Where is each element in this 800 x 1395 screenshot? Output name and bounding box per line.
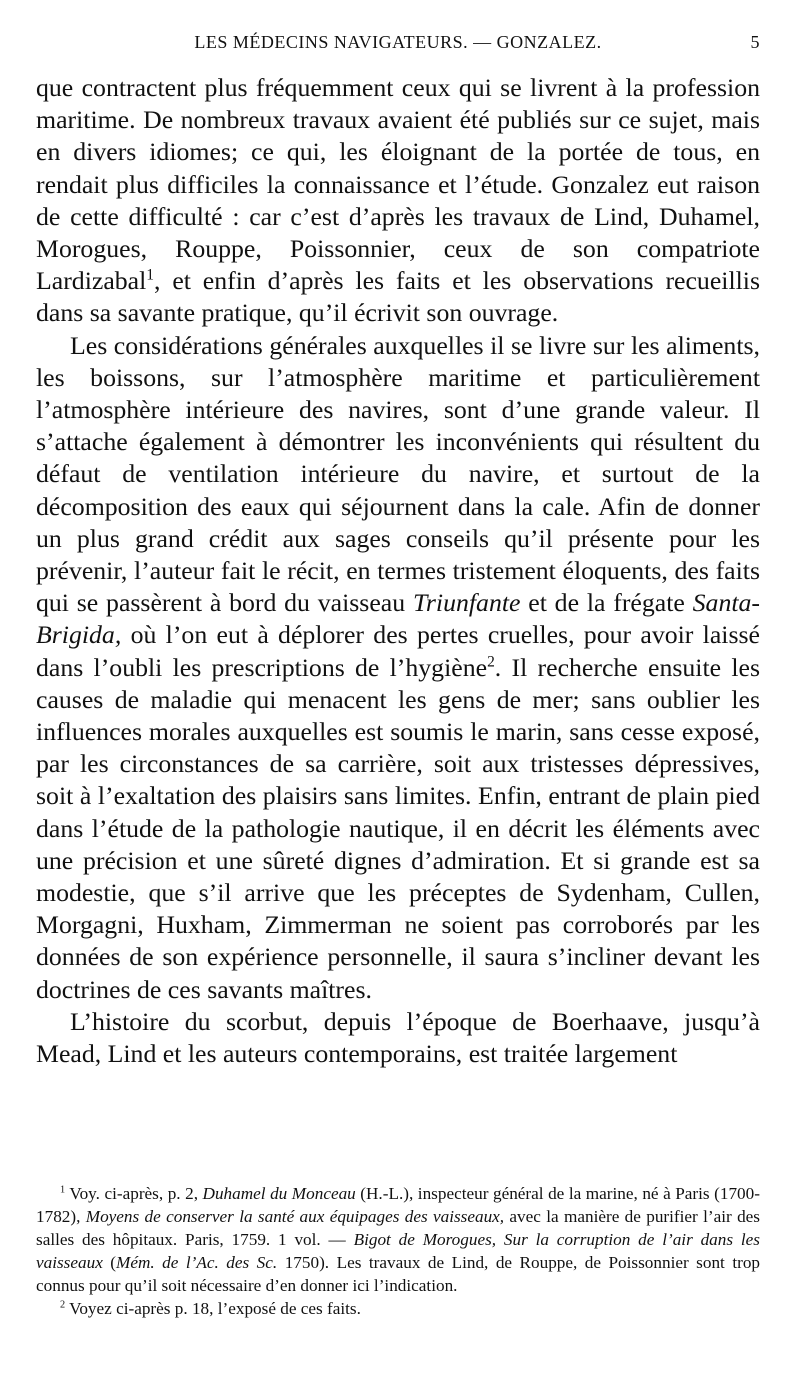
footnote-2-text: Voyez ci-après p. 18, l’exposé de ces faits. (65, 1299, 361, 1318)
body-text (36, 72, 760, 1070)
footnote-2 (36, 1297, 760, 1320)
paragraph-2 (36, 330, 760, 1006)
paragraph-2-text-c: où l’on eut à déplorer des pertes cruelles, pour avoir laissé dans l’oubli les prescriptions de l’hygiène (36, 620, 760, 682)
footnote-ref-2: 2 (487, 653, 495, 671)
footnote-1-italic-2: Moyens de conserver la santé aux équipages des vaisseaux, (85, 1207, 505, 1226)
footnote-1-text-d: ( (102, 1253, 117, 1272)
footnote-1-italic-3: Bigot de Morogues, Sur la corruption de l’air dans les vaisseaux (36, 1230, 760, 1272)
footnote-2-mark: 2 (60, 1299, 66, 1311)
footnote-1-text-e: 1750). Les travaux de Lind, de Rouppe, de Poissonnier sont trop connus pour qu’il soit nécessaire d’en donner ici l’indication. (36, 1253, 761, 1295)
paragraph-2-text-b: et de la frégate (520, 588, 693, 618)
footnote-1 (36, 1182, 760, 1297)
footnote-1-mark: 1 (60, 1184, 66, 1196)
page-number: 5 (750, 32, 760, 52)
footnote-1-text-c: avec la manière de purifier l’air des salles des hôpitaux. Paris, 1759. 1 vol. — (36, 1207, 761, 1249)
page-header (36, 32, 760, 53)
paragraph-3: L’histoire du scorbut, depuis l’époque de Boerhaave, jusqu’à Mead, Lind et les auteurs contemporains, est traitée largement (36, 1006, 760, 1069)
paragraph-1 (36, 72, 760, 330)
paragraph-2-text-d: . Il recherche ensuite les causes de maladie qui menacent les gens de mer; sans oublier les influences morales auxquelles est soumis le marin, sans cesse exposé, par les circonstances de sa carrière, soit aux tristesses dépressives, soit à l’exaltation des plaisirs sans limites. Enfin, entrant de plain pied dans l’étude de la pathologie nautique, il en décrit les éléments avec une précision et une sûreté dignes d’admiration. Et si grande est sa modestie, que s’il arrive que les préceptes de Sydenham, Cullen, Morgagni, Huxham, Zimmerman ne soient pas corroborés par les données de son expérience personnelle, il saura s’incliner devant les doctrines de ces savants maîtres. (36, 652, 760, 1004)
running-title: LES MÉDECINS NAVIGATEURS. — GONZALEZ. (194, 32, 602, 52)
footnote-1-text-a: Voy. ci-après, p. 2, (65, 1184, 203, 1203)
paragraph-2-text-a: Les considérations générales auxquelles il se livre sur les aliments, les boissons, sur l’atmosphère maritime et particulièrement l’atmosphère intérieure des navires, sont d’une grande valeur. Il s’attache également à démontrer les inconvénients qui résultent du défaut de ventilation intérieure du navire, et surtout de la décomposition des eaux qui séjournent dans la cale. Afin de donner un plus grand crédit aux sages conseils qu’il présente pour les prévenir, l’auteur fait le récit, en termes tristement éloquents, des faits qui se passèrent à bord du vaisseau (36, 330, 760, 618)
footnote-1-italic-1: Duhamel du Monceau (202, 1184, 356, 1203)
ship-name-triunfante: Triunfante (412, 588, 521, 618)
ship-name-santa-brigida: Santa-Brigida, (36, 588, 760, 650)
footnote-ref-1: 1 (146, 266, 155, 284)
footnote-1-italic-4: Mém. de l’Ac. des Sc. (116, 1253, 278, 1272)
footnote-1-text-b: (H.-L.), inspecteur général de la marine, né à Paris (1700-1782), (36, 1184, 760, 1226)
paragraph-1-text: que contractent plus fréquemment ceux qui se livrent à la profession maritime. De nombreux travaux avaient été publiés sur ce sujet, mais en divers idiomes; ce qui, les éloignant de la portée de tous, en rendait plus difficiles la connaissance et l’étude. Gonzalez eut raison de cette difficulté : car c’est d’après les travaux de Lind, Duhamel, Morogues, Rouppe, Poissonnier, ceux de son compatriote Lardizabal (36, 73, 760, 296)
paragraph-1-end: , et enfin d’après les faits et les observations recueillis dans sa savante pratique, qu’il écrivit son ouvrage. (36, 266, 760, 328)
footnotes (36, 1182, 760, 1320)
